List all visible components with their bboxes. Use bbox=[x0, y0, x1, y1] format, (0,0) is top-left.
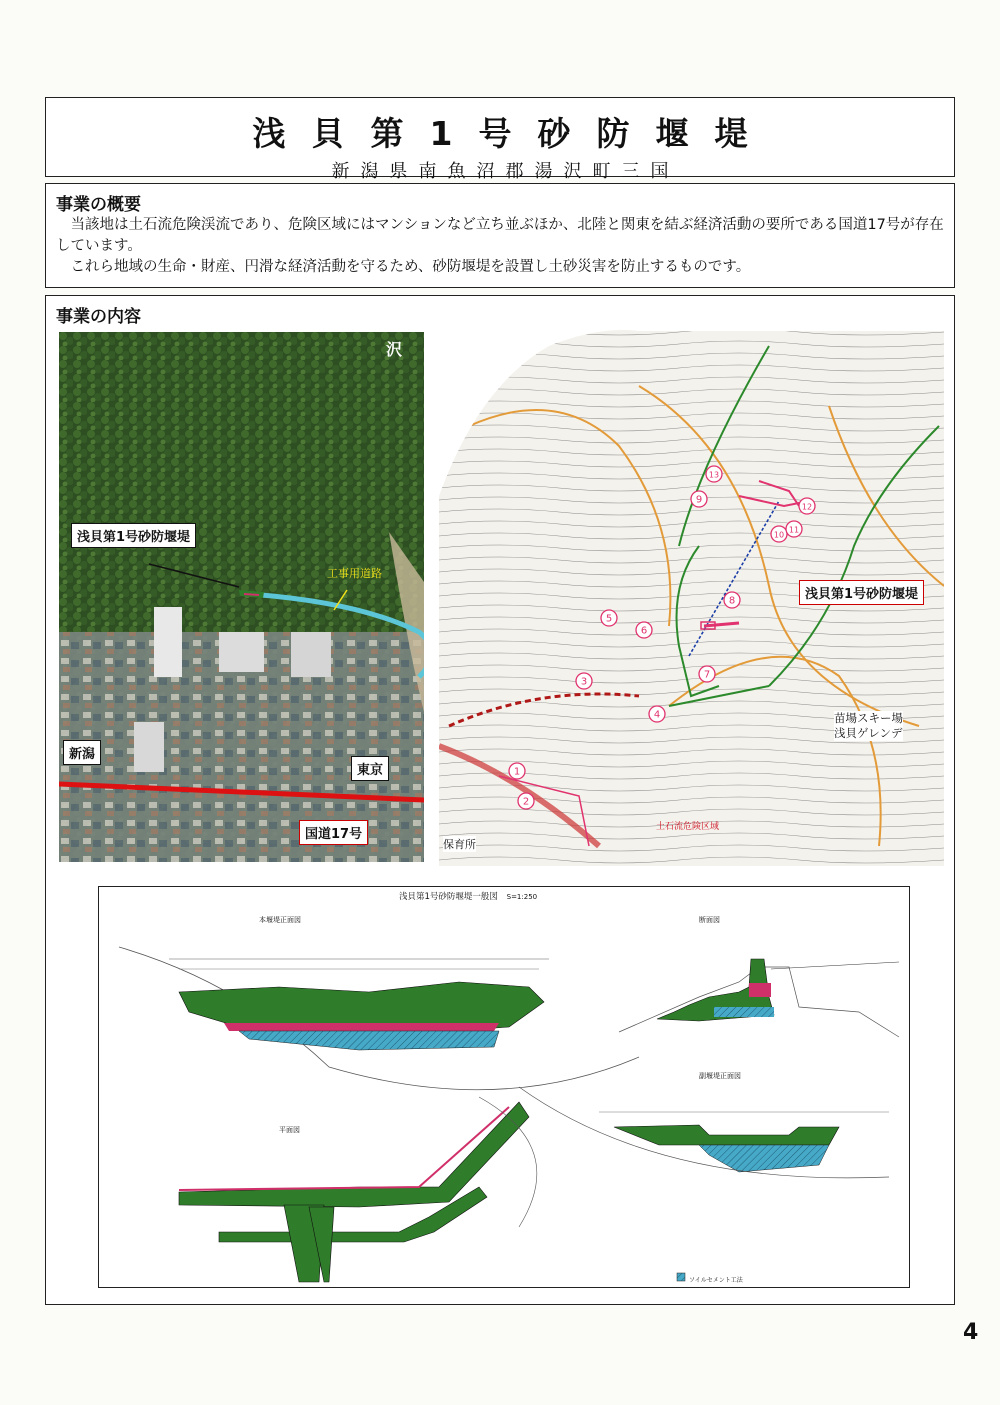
viewpoint-10: 10 bbox=[773, 530, 785, 540]
viewpoint-9: 9 bbox=[695, 494, 703, 506]
photo-dam-label: 浅貝第1号砂防堰堤 bbox=[71, 523, 196, 548]
viewpoint-4: 4 bbox=[653, 709, 661, 721]
overview-paragraph-2: これら地域の生命・財産、円滑な経済活動を守るため、砂防堰堤を設置し土砂災害を防止するものです。 bbox=[56, 259, 751, 275]
overview-text bbox=[56, 215, 944, 278]
tokyo-label: 東京 bbox=[351, 756, 389, 781]
ski-area-label-2: 浅貝ゲレンデ bbox=[834, 726, 903, 740]
viewpoint-6: 6 bbox=[640, 625, 648, 637]
viewpoint-5: 5 bbox=[605, 613, 613, 625]
plan-view-figure bbox=[179, 1097, 537, 1282]
drawing-figures bbox=[99, 887, 909, 1287]
stream-label: 沢 bbox=[386, 340, 403, 359]
content-section bbox=[45, 295, 955, 1305]
viewpoint-8: 8 bbox=[728, 595, 736, 607]
niigata-label: 新潟 bbox=[63, 740, 101, 765]
drawing-scale: S=1:250 bbox=[506, 893, 538, 901]
content-heading: 事業の内容 bbox=[56, 307, 141, 327]
viewpoint-2: 2 bbox=[522, 796, 530, 808]
viewpoint-1: 1 bbox=[513, 766, 521, 778]
overview-paragraph-1: 当該地は土石流危険渓流であり、危険区域にはマンションなど立ち並ぶほか、北陸と関東を結ぶ経済活動の要所である国道17号が存在しています。 bbox=[56, 217, 944, 254]
location-subtitle: 新潟県南魚沼郡湯沢町三国 bbox=[331, 161, 680, 182]
ski-area-label bbox=[834, 711, 903, 741]
page-number: 4 bbox=[963, 1320, 979, 1345]
legend-note: ソイルセメント工法 bbox=[689, 1277, 743, 1284]
sub-front-view-label: 副堰堤正面図 bbox=[699, 1072, 741, 1080]
ski-area-label-1: 苗場スキー場 bbox=[834, 711, 903, 725]
front-view-label: 本堰堤正面図 bbox=[259, 916, 301, 924]
title-box bbox=[45, 97, 955, 182]
section-view-figure bbox=[619, 959, 899, 1037]
page-title: 浅貝第1号砂防堰堤 bbox=[252, 114, 774, 153]
viewpoint-3: 3 bbox=[580, 676, 588, 688]
overview-section bbox=[45, 183, 955, 288]
hazard-zone-label: 土石流危険区域 bbox=[656, 822, 720, 832]
map-dam-label: 浅貝第1号砂防堰堤 bbox=[799, 580, 924, 605]
nursery-label: 保育所 bbox=[443, 838, 476, 851]
viewpoint-13: 13 bbox=[708, 470, 720, 480]
construction-road-label: 工事用道路 bbox=[327, 567, 382, 580]
engineering-drawing bbox=[98, 886, 910, 1288]
topographic-map bbox=[439, 326, 944, 866]
front-view-figure bbox=[119, 947, 639, 1090]
viewpoint-11: 11 bbox=[788, 525, 800, 535]
aerial-photo-image bbox=[59, 332, 424, 862]
viewpoint-12: 12 bbox=[801, 502, 813, 512]
route17-label: 国道17号 bbox=[299, 820, 368, 845]
overview-heading: 事業の概要 bbox=[56, 195, 141, 215]
viewpoint-7: 7 bbox=[703, 669, 711, 681]
drawing-title: 浅貝第1号砂防堰堤一般図 bbox=[399, 892, 498, 902]
sub-front-view-figure bbox=[519, 1087, 889, 1178]
aerial-photo bbox=[59, 332, 424, 862]
plan-view-label: 平面図 bbox=[279, 1126, 300, 1134]
section-view-label: 断面図 bbox=[699, 916, 720, 924]
